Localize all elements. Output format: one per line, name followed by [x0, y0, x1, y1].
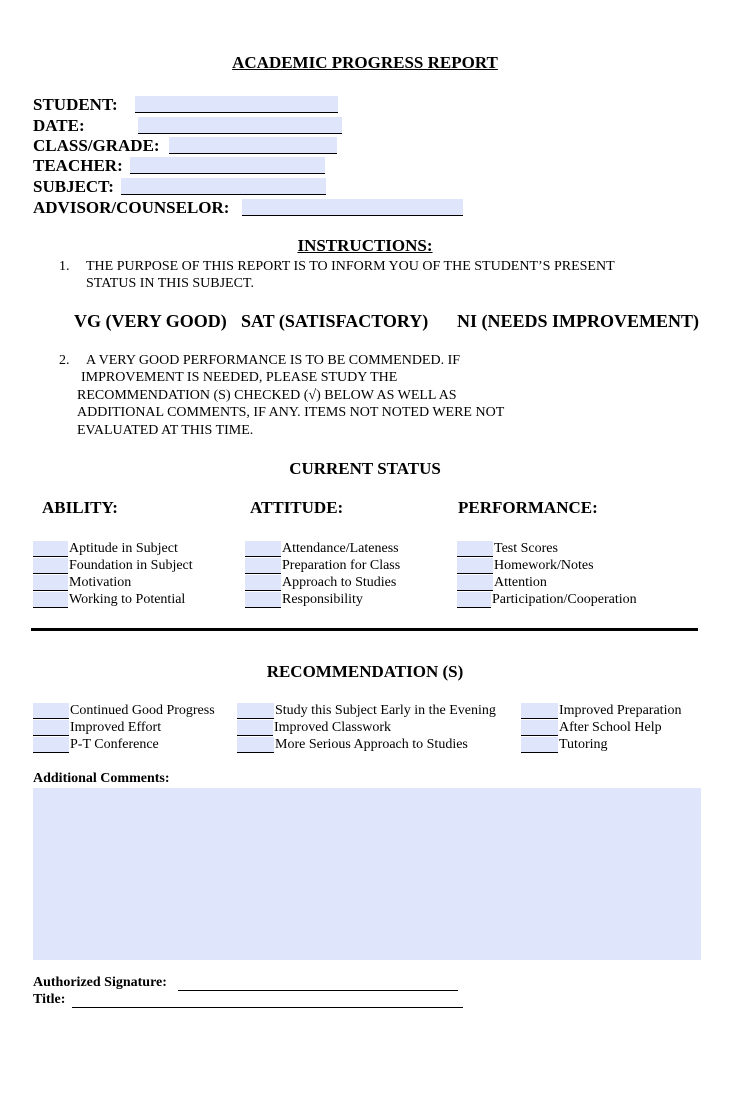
recommendations-col-2 [237, 702, 496, 753]
list-item [33, 736, 215, 753]
list-item [457, 557, 637, 574]
checkbox-blank[interactable] [245, 575, 281, 591]
instruction-1-line-1: THE PURPOSE OF THIS REPORT IS TO INFORM YOU OF THE STUDENT’S PRESENT [86, 259, 615, 274]
recommendations-heading: RECOMMENDATION (S) [266, 662, 464, 681]
date-label: DATE: [33, 116, 85, 135]
checkbox-blank[interactable] [33, 541, 68, 557]
student-label: STUDENT: [33, 95, 118, 114]
list-item [521, 736, 681, 753]
class-grade-field[interactable] [169, 137, 337, 154]
list-item [457, 574, 637, 591]
checkbox-blank[interactable] [457, 575, 493, 591]
item-label: Study this Subject Early in the Evening [275, 703, 496, 718]
checkbox-blank[interactable] [237, 720, 273, 736]
item-label: Participation/Cooperation [492, 592, 637, 607]
item-label: Continued Good Progress [70, 703, 215, 718]
instruction-2-line-4: ADDITIONAL COMMENTS, IF ANY. ITEMS NOT NOTED WERE NOT [77, 405, 505, 420]
list-item [237, 702, 496, 719]
performance-title: PERFORMANCE: [458, 498, 598, 517]
teacher-label: TEACHER: [33, 156, 123, 175]
instruction-2-line-5: EVALUATED AT THIS TIME. [77, 423, 254, 438]
checkbox-blank[interactable] [33, 592, 68, 608]
class-grade-label: CLASS/GRADE: [33, 136, 160, 155]
ability-list [33, 540, 193, 608]
recommendations-col-1 [33, 702, 215, 753]
scale-vg: VG (VERY GOOD) [74, 311, 227, 331]
list-item [245, 540, 400, 557]
report-title: ACADEMIC PROGRESS REPORT [232, 53, 498, 72]
item-label: Test Scores [494, 541, 558, 556]
item-label: Improved Preparation [559, 703, 682, 718]
list-item [521, 719, 681, 736]
checkbox-blank[interactable] [237, 703, 274, 719]
instruction-2-line-1: A VERY GOOD PERFORMANCE IS TO BE COMMENDED. IF [86, 353, 461, 368]
list-item [33, 574, 193, 591]
checkbox-blank[interactable] [33, 720, 69, 736]
checkbox-blank[interactable] [457, 541, 493, 557]
item-label: Aptitude in Subject [69, 541, 178, 556]
checkbox-blank[interactable] [33, 737, 69, 753]
signature-label: Authorized Signature: [33, 975, 167, 990]
list-item [457, 540, 637, 557]
checkbox-blank[interactable] [237, 737, 274, 753]
performance-list [457, 540, 637, 608]
subject-field[interactable] [121, 178, 326, 195]
item-label: After School Help [559, 720, 662, 735]
item-label: Attention [494, 575, 547, 590]
instruction-2-number: 2. [59, 353, 70, 368]
checkbox-blank[interactable] [457, 592, 491, 608]
list-item [33, 719, 215, 736]
item-label: Preparation for Class [282, 558, 401, 573]
item-label: Improved Classwork [274, 720, 392, 735]
instruction-1-line-2: STATUS IN THIS SUBJECT. [86, 276, 254, 291]
signature-field[interactable] [178, 976, 458, 991]
item-label: Attendance/Lateness [282, 541, 399, 556]
item-label: Improved Effort [70, 720, 162, 735]
checkbox-blank[interactable] [245, 558, 281, 574]
attitude-list [245, 540, 400, 608]
list-item [33, 591, 193, 608]
list-item [237, 736, 496, 753]
checkbox-blank[interactable] [33, 558, 68, 574]
checkbox-blank[interactable] [33, 703, 69, 719]
date-field[interactable] [138, 117, 342, 134]
scale-ni: NI (NEEDS IMPROVEMENT) [457, 311, 700, 331]
item-label: Approach to Studies [282, 575, 397, 590]
item-label: Tutoring [559, 737, 608, 752]
section-divider [31, 628, 698, 631]
title-label: Title: [33, 992, 66, 1007]
item-label: More Serious Approach to Studies [275, 737, 468, 752]
list-item [457, 591, 637, 608]
checkbox-blank[interactable] [33, 575, 68, 591]
advisor-label: ADVISOR/COUNSELOR: [33, 198, 230, 217]
list-item [33, 540, 193, 557]
instruction-2-line-2: IMPROVEMENT IS NEEDED, PLEASE STUDY THE [81, 370, 398, 385]
title-field[interactable] [72, 993, 463, 1008]
student-field[interactable] [135, 96, 338, 113]
item-label: Motivation [69, 575, 132, 590]
list-item [245, 557, 400, 574]
instruction-2-line-3: RECOMMENDATION (S) CHECKED (√) BELOW AS WELL AS [77, 388, 457, 403]
item-label: Foundation in Subject [69, 558, 193, 573]
teacher-field[interactable] [130, 157, 325, 174]
list-item [237, 719, 496, 736]
list-item [33, 702, 215, 719]
scale-sat: SAT (SATISFACTORY) [241, 311, 429, 331]
instructions-heading: INSTRUCTIONS: [297, 236, 433, 255]
current-status-heading: CURRENT STATUS [289, 459, 441, 478]
list-item [33, 557, 193, 574]
instruction-1-number: 1. [59, 259, 70, 274]
advisor-field[interactable] [242, 199, 463, 216]
list-item [521, 702, 681, 719]
recommendations-col-3 [521, 702, 681, 753]
item-label: Responsibility [282, 592, 363, 607]
subject-label: SUBJECT: [33, 177, 114, 196]
checkbox-blank[interactable] [521, 720, 558, 736]
item-label: P-T Conference [70, 737, 159, 752]
checkbox-blank[interactable] [521, 703, 558, 719]
checkbox-blank[interactable] [245, 541, 281, 557]
attitude-title: ATTITUDE: [250, 498, 344, 517]
item-label: Working to Potential [69, 592, 186, 607]
list-item [245, 591, 400, 608]
item-label: Homework/Notes [494, 558, 594, 573]
comments-textarea[interactable] [33, 788, 701, 960]
checkbox-blank[interactable] [245, 592, 281, 608]
checkbox-blank[interactable] [457, 558, 493, 574]
list-item [245, 574, 400, 591]
comments-label: Additional Comments: [33, 771, 170, 786]
checkbox-blank[interactable] [521, 737, 558, 753]
ability-title: ABILITY: [42, 498, 118, 517]
